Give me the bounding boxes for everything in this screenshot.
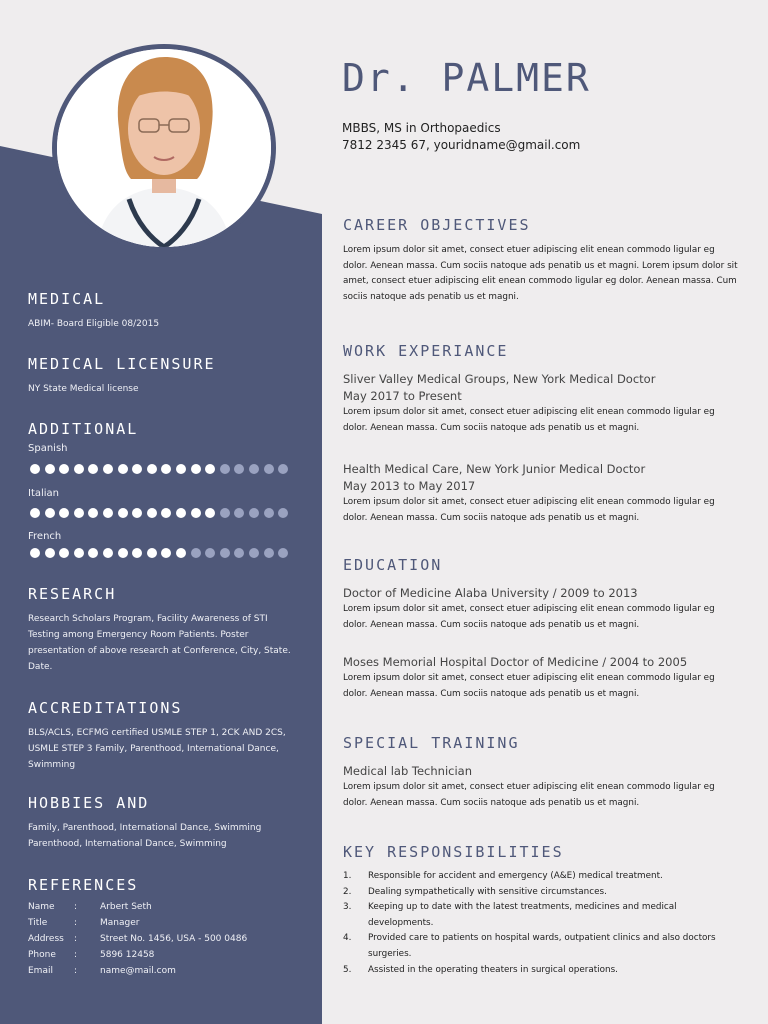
item-text: Dealing sympathetically with sensitive circumstances.	[368, 886, 607, 897]
degree-text: MBBS, MS in Orthopaedics	[342, 121, 501, 135]
education-degree: Doctor of Medicine Alaba University / 2009 to 2013	[343, 586, 638, 600]
reference-row	[28, 934, 298, 950]
work-experience-title: WORK EXPERIANCE	[343, 342, 509, 360]
education-entry	[343, 585, 738, 633]
reference-value: 5896 12458	[100, 950, 155, 960]
proficiency-dot-empty	[264, 548, 274, 558]
reference-row	[28, 950, 298, 966]
section-title: ADDITIONAL	[28, 420, 139, 438]
proficiency-dot-filled	[147, 548, 157, 558]
proficiency-dot-empty	[264, 464, 274, 474]
reference-colon: :	[74, 966, 78, 976]
section-text: NY State Medical license	[28, 384, 139, 394]
proficiency-dot-empty	[249, 464, 259, 474]
list-item	[343, 869, 738, 885]
language-french	[28, 531, 298, 542]
item-number: 3.	[343, 902, 352, 913]
proficiency-dot-filled	[103, 508, 113, 518]
work-entry	[343, 461, 738, 526]
training-entry	[343, 763, 738, 811]
training-description: Lorem ipsum dolor sit amet, consect etuer adipiscing elit enean commodo ligular eg dolor. Aenean massa. Cum sociis natoque ads penatib us et magni.	[343, 782, 715, 808]
proficiency-dot-filled	[191, 508, 201, 518]
item-number: 4.	[343, 933, 352, 944]
reference-colon: :	[74, 918, 78, 928]
proficiency-dot-filled	[74, 508, 84, 518]
reference-key: Phone	[28, 950, 56, 960]
section-title: ACCREDITATIONS	[28, 699, 183, 717]
proficiency-dot-filled	[103, 464, 113, 474]
section-hobbies	[28, 794, 278, 852]
reference-key: Email	[28, 966, 53, 976]
key-responsibilities-title: KEY RESPONSIBILITIES	[343, 843, 564, 861]
reference-key: Name	[28, 902, 55, 912]
proficiency-dot-filled	[30, 508, 40, 518]
reference-row	[28, 918, 298, 934]
proficiency-dot-filled	[176, 508, 186, 518]
proficiency-dot-filled	[176, 548, 186, 558]
proficiency-dot-filled	[176, 464, 186, 474]
reference-colon: :	[74, 934, 78, 944]
reference-colon: :	[74, 902, 78, 912]
language-label: French	[28, 531, 62, 542]
proficiency-dot-filled	[118, 508, 128, 518]
education-entry	[343, 654, 738, 702]
section-text: BLS/ACLS, ECFMG certified USMLE STEP 1, 2CK AND 2CS, USMLE STEP 3 Family, Parenthood, International Dance, Swimming	[28, 728, 286, 770]
responsibilities-list	[343, 869, 738, 978]
training-name: Medical lab Technician	[343, 764, 473, 778]
profile-photo	[52, 44, 276, 252]
reference-colon: :	[74, 950, 78, 960]
proficiency-dot-empty	[220, 548, 230, 558]
item-number: 2.	[343, 886, 352, 897]
language-italian	[28, 488, 298, 499]
list-item	[343, 931, 738, 962]
portrait-illustration	[57, 49, 271, 247]
proficiency-dot-filled	[103, 548, 113, 558]
item-number: 1.	[343, 871, 352, 881]
reference-key: Title	[28, 918, 48, 928]
proficiency-dot-filled	[191, 464, 201, 474]
education-description: Lorem ipsum dolor sit amet, consect etuer adipiscing elit enean commodo ligular eg dolor. Aenean massa. Cum sociis natoque ads penatib us et magni.	[343, 604, 715, 630]
proficiency-dot-filled	[118, 464, 128, 474]
section-text: Family, Parenthood, International Dance, Swimming Parenthood, International Dance, Swimming	[28, 823, 262, 849]
career-objectives-title: CAREER OBJECTIVES	[343, 216, 531, 234]
work-role: Sliver Valley Medical Groups, New York Medical Doctor	[343, 372, 656, 386]
proficiency-dot-filled	[45, 464, 55, 474]
proficiency-dot-empty	[249, 548, 259, 558]
work-dates: May 2013 to May 2017	[343, 479, 476, 493]
proficiency-dot-filled	[45, 508, 55, 518]
section-title: REFERENCES	[28, 876, 139, 894]
proficiency-dot-filled	[118, 548, 128, 558]
education-title: EDUCATION	[343, 556, 443, 574]
section-title: MEDICAL LICENSURE	[28, 355, 216, 373]
item-number: 5.	[343, 964, 352, 975]
section-licensure	[28, 355, 298, 397]
item-text: Keeping up to date with the latest treatments, medicines and medical developments.	[368, 902, 677, 928]
reference-value: Arbert Seth	[100, 902, 152, 912]
proficiency-dot-filled	[30, 548, 40, 558]
section-accreditations	[28, 699, 296, 773]
proficiency-dot-empty	[249, 508, 259, 518]
reference-value: name@mail.com	[100, 966, 176, 976]
proficiency-dot-filled	[147, 464, 157, 474]
reference-table	[28, 902, 298, 982]
proficiency-dot-empty	[220, 464, 230, 474]
section-title: MEDICAL	[28, 290, 106, 308]
contact-text: 7812 2345 67, youridname@gmail.com	[342, 138, 581, 152]
list-item	[343, 963, 738, 979]
education-degree: Moses Memorial Hospital Doctor of Medicine / 2004 to 2005	[343, 655, 688, 669]
special-training-title: SPECIAL TRAINING	[343, 734, 520, 752]
section-text: ABIM- Board Eligible 08/2015	[28, 319, 160, 329]
reference-value: Street No. 1456, USA - 500 0486	[100, 934, 248, 944]
item-text: Responsible for accident and emergency (A&E) medical treatment.	[368, 871, 663, 881]
language-label: Spanish	[28, 443, 68, 454]
section-medical	[28, 290, 298, 332]
section-text: Research Scholars Program, Facility Awareness of STI Testing among Emergency Room Patients. Poster presentation of above research at Conference, City, State. Date.	[28, 614, 291, 672]
career-objectives	[343, 243, 738, 305]
section-research	[28, 585, 293, 675]
reference-row	[28, 902, 298, 918]
work-entry	[343, 371, 738, 436]
proficiency-dot-empty	[191, 548, 201, 558]
proficiency-dot-filled	[147, 508, 157, 518]
work-description: Lorem ipsum dolor sit amet, consect etuer adipiscing elit enean commodo ligular eg dolor. Aenean massa. Cum sociis natoque ads penatib us et magni.	[343, 497, 715, 523]
proficiency-dot-filled	[74, 464, 84, 474]
proficiency-dot-filled	[74, 548, 84, 558]
item-text: Assisted in the operating theaters in surgical operations.	[368, 964, 618, 975]
reference-row	[28, 966, 298, 982]
language-label: Italian	[28, 488, 60, 499]
proficiency-dot-filled	[30, 464, 40, 474]
reference-key: Address	[28, 934, 64, 944]
work-dates: May 2017 to Present	[343, 389, 462, 403]
language-spanish	[28, 443, 298, 454]
proficiency-dot-empty	[264, 508, 274, 518]
section-title: RESEARCH	[28, 585, 117, 603]
proficiency-dot-filled	[45, 548, 55, 558]
reference-value: Manager	[100, 918, 140, 928]
proficiency-dot-empty	[220, 508, 230, 518]
work-role: Health Medical Care, New York Junior Medical Doctor	[343, 462, 646, 476]
section-title: HOBBIES AND	[28, 794, 150, 812]
career-text: Lorem ipsum dolor sit amet, consect etuer adipiscing elit enean commodo ligular eg dolor. Aenean massa. Cum sociis natoque ads penatib us et magni. Lorem ipsum dolor sit amet, consect etuer adipiscing elit enean commodo ligular eg dolor. Aenean massa. Cum sociis natoque ads penatib us et magni.	[343, 245, 738, 302]
doctor-name: Dr. PALMER	[342, 56, 591, 100]
item-text: Provided care to patients on hospital wards, outpatient clinics and also doctors surgeries.	[368, 933, 716, 959]
list-item	[343, 900, 738, 931]
list-item	[343, 885, 738, 901]
work-description: Lorem ipsum dolor sit amet, consect etuer adipiscing elit enean commodo ligular eg dolor. Aenean massa. Cum sociis natoque ads penatib us et magni.	[343, 407, 715, 433]
contact-block	[342, 120, 580, 154]
section-references	[28, 876, 298, 982]
education-description: Lorem ipsum dolor sit amet, consect etuer adipiscing elit enean commodo ligular eg dolor. Aenean massa. Cum sociis natoque ads penatib us et magni.	[343, 673, 715, 699]
